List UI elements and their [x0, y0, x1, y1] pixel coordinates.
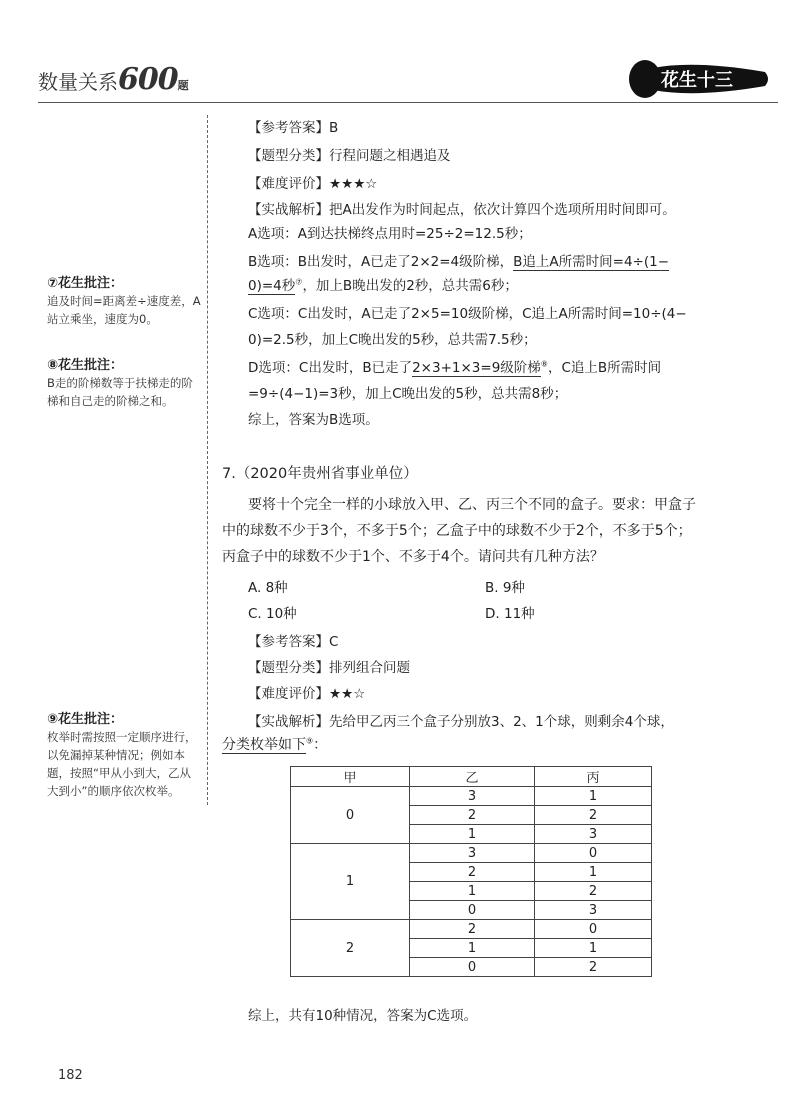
book-title-text: 数量关系 [38, 70, 118, 94]
q6-option-c-line1: C选项：C出发时，A已走了2×5=10级阶梯，C追上A所需时间=10÷(4− [248, 306, 687, 322]
jia-cell: 0 [291, 787, 410, 844]
enumeration-table [290, 766, 652, 977]
table-header-row [291, 767, 652, 787]
q6-option-a: A选项：A到达扶梯终点用时=25÷2=12.5秒； [248, 226, 532, 242]
bing-cell: 1 [535, 939, 652, 958]
q6-conclusion: 综上，答案为B选项。 [248, 412, 379, 428]
book-title-suffix: 题 [177, 79, 189, 92]
yi-cell: 2 [410, 806, 535, 825]
bing-cell: 0 [535, 920, 652, 939]
jia-cell: 2 [291, 920, 410, 977]
book-title-number: 600 [118, 62, 178, 97]
note-ref-7: ⑦ [295, 277, 303, 287]
note-8-heading: ⑧花生批注： [47, 358, 124, 373]
q6-option-b-text: B选项：B出发时，A已走了2×2=4级阶梯， [248, 254, 514, 270]
q7-analysis-line2 [222, 734, 327, 754]
yi-cell: 0 [410, 958, 535, 977]
q7-option-b: B. 9种 [485, 580, 525, 596]
q7-stem-line2: 中的球数不少于3个，不多于5个；乙盒子中的球数不少于2个，不多于5个； [222, 523, 692, 539]
q7-conclusion: 综上，共有10种情况，答案为C选项。 [248, 1008, 478, 1024]
q7-answer: 【参考答案】C [248, 634, 339, 650]
q6-answer: 【参考答案】B [248, 120, 339, 136]
note-9-heading: ⑨花生批注： [47, 712, 124, 727]
yi-cell: 1 [410, 939, 535, 958]
bing-cell: 0 [535, 844, 652, 863]
yi-cell: 3 [410, 844, 535, 863]
table-row [291, 844, 652, 863]
col-header-yi: 乙 [410, 767, 535, 787]
q7-option-a: A. 8种 [248, 580, 288, 596]
q6-option-d-underlined: 2×3+1×3=9级阶梯 [412, 360, 541, 376]
table-row [291, 920, 652, 939]
page-number: 182 [58, 1068, 83, 1083]
col-header-bing: 丙 [535, 767, 652, 787]
q7-analysis-colon: ： [313, 737, 328, 753]
q7-option-d: D. 11种 [485, 606, 535, 622]
header-rule [38, 102, 778, 103]
yi-cell: 1 [410, 825, 535, 844]
q7-stem-line3: 丙盒子中的球数不少于1个、不多于4个。请问共有几种方法？ [222, 549, 604, 565]
col-header-jia: 甲 [291, 767, 410, 787]
note-7-text: 追及时间=距离差÷速度差，A站立乘坐，速度为0。 [47, 294, 201, 326]
q6-option-b-rest: ，加上B晚出发的2秒，总共需6秒； [302, 278, 518, 294]
jia-cell: 1 [291, 844, 410, 920]
q6-analysis: 【实战解析】把A出发作为时间起点，依次计算四个选项所用时间即可。 [248, 202, 676, 218]
note-ref-8: ⑧ [540, 359, 548, 369]
bing-cell: 2 [535, 958, 652, 977]
note-7-heading: ⑦花生批注： [47, 276, 124, 291]
yi-cell: 0 [410, 901, 535, 920]
q6-option-d-line1 [248, 356, 661, 376]
note-8-text: B走的阶梯数等于扶梯走的阶梯和自己走的阶梯之和。 [47, 376, 193, 408]
table-row [291, 787, 652, 806]
yi-cell: 2 [410, 863, 535, 882]
brand-logo [625, 58, 775, 100]
q6-option-d-line2: =9÷(4−1)=3秒，加上C晚出发的5秒，总共需8秒； [248, 386, 568, 402]
q7-title: 7.（2020年贵州省事业单位） [222, 466, 418, 482]
q7-analysis-underlined: 分类枚举如下 [222, 737, 306, 753]
bing-cell: 2 [535, 806, 652, 825]
q6-option-b-underlined: B追上A所需时间=4÷(1− [513, 254, 670, 270]
q6-option-d-rest: ，C追上B所需时间 [547, 360, 662, 376]
bing-cell: 3 [535, 901, 652, 920]
q6-option-d-text: D选项：C出发时，B已走了 [248, 360, 413, 376]
q7-stem-line1: 要将十个完全一样的小球放入甲、乙、丙三个不同的盒子。要求：甲盒子 [248, 497, 696, 513]
q7-option-c: C. 10种 [248, 606, 297, 622]
note-9-text: 枚举时需按照一定顺序进行，以免漏掉某种情况；例如本题，按照“甲从小到大，乙从大到小”的顺序依次枚举。 [47, 730, 197, 798]
q6-option-c-line2: 0)=2.5秒，加上C晚出发的5秒，总共需7.5秒； [248, 332, 537, 348]
yi-cell: 3 [410, 787, 535, 806]
logo-text: 花生十三 [661, 70, 733, 91]
q6-option-b-underlined-2: 0)=4秒 [248, 278, 296, 294]
q7-category: 【题型分类】排列组合问题 [248, 660, 410, 676]
book-title [38, 62, 189, 97]
bing-cell: 1 [535, 863, 652, 882]
q6-option-b-line2 [248, 274, 518, 294]
q6-option-b-line1 [248, 250, 669, 270]
peanut-logo-icon [625, 58, 775, 100]
q7-difficulty: 【难度评价】★★☆ [248, 686, 366, 702]
yi-cell: 2 [410, 920, 535, 939]
note-ref-9: ⑨ [306, 736, 314, 746]
q6-category: 【题型分类】行程问题之相遇追及 [248, 148, 451, 164]
q6-difficulty: 【难度评价】★★★☆ [248, 176, 378, 192]
q7-analysis-line1: 【实战解析】先给甲乙丙三个盒子分别放3、2、1个球，则剩余4个球， [248, 714, 674, 730]
bing-cell: 3 [535, 825, 652, 844]
yi-cell: 1 [410, 882, 535, 901]
bing-cell: 1 [535, 787, 652, 806]
margin-divider [207, 115, 208, 805]
bing-cell: 2 [535, 882, 652, 901]
